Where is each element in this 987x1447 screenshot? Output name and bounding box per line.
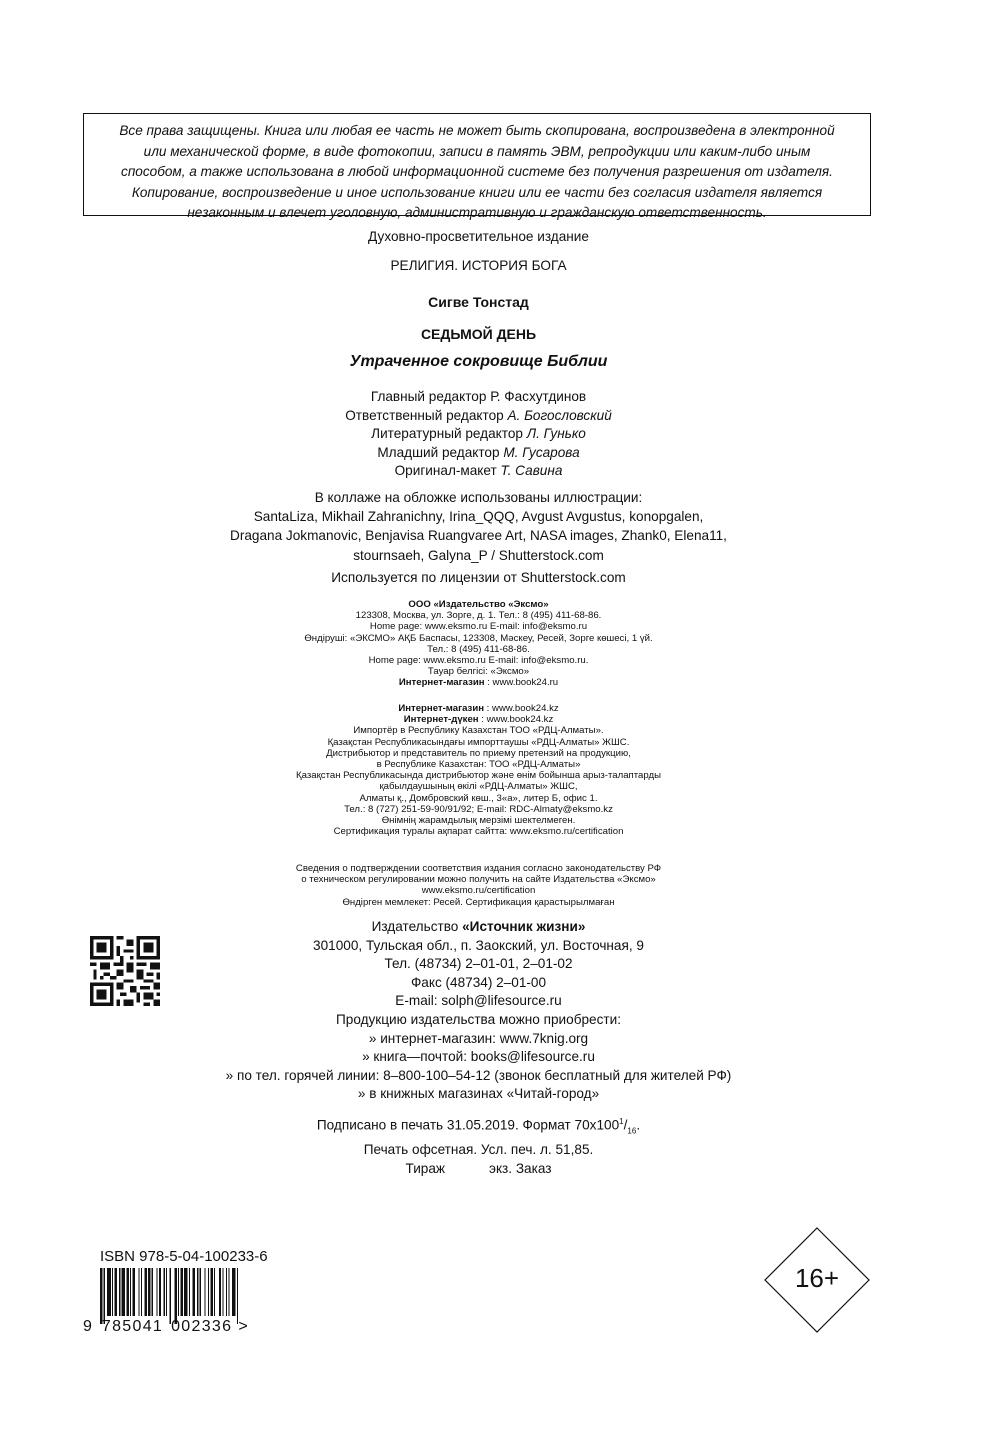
print-type: Печать офсетная. Усл. печ. л. 51,85.: [363, 1142, 594, 1158]
editor-line: Младший редактор М. Гусарова: [377, 444, 580, 460]
barcode-bar: [184, 1268, 188, 1316]
barcode-digits: [83, 1318, 248, 1336]
barcode-bar: [189, 1268, 190, 1316]
purchase-item: » в книжных магазинах «Читай-город»: [357, 1086, 600, 1102]
small-line: Өндірген мемлекет: Ресей. Сертификация қарастырылмаған: [342, 896, 615, 908]
small-line: в Республике Казахстан: ТОО «РДЦ-Алматы»: [376, 759, 581, 771]
small-line: Home page: www.eksmo.ru E-mail: info@eksmo.ru.: [368, 655, 589, 667]
small-line: Алматы қ., Домбровский көш., 3«а», литер Б, офис 1.: [359, 792, 598, 804]
editors-list: [0, 388, 957, 481]
barcode-bar: [100, 1268, 102, 1324]
notice-line: Копирование, воспроизведение и иное использование книги или ее части без согласия издателя является: [131, 184, 823, 200]
editor-line: Ответственный редактор А. Богословский: [345, 407, 612, 423]
barcode-bar: [104, 1268, 105, 1324]
barcode-trail: >: [238, 1318, 248, 1335]
editor-line: Оригинал-макет Т. Савина: [394, 463, 563, 479]
illustrations-credit: [0, 488, 957, 565]
barcode-lead-digit: 9: [83, 1318, 92, 1335]
publisher-name-line: Издательство «Источник жизни»: [371, 919, 586, 934]
barcode-left-digits: 785041: [101, 1318, 164, 1335]
small-line: Сведения о подтверждении соответствия издания согласно законодательству РФ: [295, 863, 662, 874]
barcode-bar: [126, 1268, 128, 1316]
signed-to-print: Подписано в печать 31.05.2019. Формат $70х100^1/_{16}$.: [316, 1117, 641, 1136]
small-line: о техническом регулировании можно получить на сайте Издательства «Эксмо»: [301, 874, 656, 886]
barcode-bar: [138, 1268, 139, 1316]
copyright-notice: [83, 113, 871, 221]
small-line: қабылдаушының өкілі «РДЦ-Алматы» ЖШС,: [379, 781, 578, 793]
small-line: Сертификация туралы ақпарат сайтта: www.eksmo.ru/certification: [333, 826, 624, 838]
barcode-bar: [144, 1268, 146, 1316]
notice-line: Все права защищены. Книга или любая ее часть не может быть скопирована, воспроизведена в электронной: [119, 123, 835, 138]
small-line: www.eksmo.ru/certification: [421, 885, 536, 897]
editor-line: Главный редактор Р. Фасхутдинов: [370, 389, 587, 404]
small-line: ООО «Издательство «Эксмо»: [408, 599, 549, 610]
barcode-bar: [228, 1268, 229, 1316]
small-line: Интернет-магазин : www.book24.ru: [398, 677, 559, 689]
lifesource-publisher: [0, 918, 957, 1104]
barcode-bar: [122, 1268, 126, 1316]
print-info: [0, 1112, 957, 1178]
barcode-bar: [148, 1268, 150, 1316]
credit-line: Dragana Jokmanovic, Benjavisa Ruangvaree Art, NASA images, Zhank0, Elena11,: [230, 528, 727, 544]
isbn-label: ISBN 978-5-04-100233-6: [100, 1248, 268, 1265]
barcode-bar: [159, 1268, 161, 1316]
barcode-bar: [119, 1268, 120, 1316]
barcode-bar: [226, 1268, 227, 1316]
age-rating-text: 16+: [794, 1263, 840, 1293]
run-order: Тираж экз. Заказ: [405, 1161, 552, 1177]
barcode-bar: [164, 1268, 165, 1316]
barcode-bar: [166, 1268, 167, 1316]
barcode-bar: [132, 1268, 134, 1316]
notice-line: способом, а также использована в любой информационной системе без получения разрешения от издателя.: [121, 164, 833, 180]
small-line: 123308, Москва, ул. Зорге, д. 1. Тел.: 8 (495) 411-68-86.: [355, 610, 602, 622]
notice-line: незаконным и влечет уголовную, административную и гражданскую ответственность.: [187, 205, 767, 221]
barcode-bar: [192, 1268, 194, 1316]
barcode-bar: [178, 1268, 179, 1316]
barcode-bar: [204, 1268, 205, 1316]
book-title: СЕДЬМОЙ ДЕНЬ: [420, 326, 537, 342]
series-title: РЕЛИГИЯ. ИСТОРИЯ БОГА: [390, 258, 567, 273]
barcode-bar: [180, 1268, 182, 1316]
edition-type: Духовно-просветительное издание: [368, 229, 589, 244]
small-line: Тел.: 8 (495) 411-68-86.: [427, 643, 530, 655]
purchase-item: » по тел. горячей линии: 8–800-100–54-12 (звонок бесплатный для жителей РФ): [225, 1067, 732, 1083]
barcode-bar: [170, 1268, 171, 1324]
editor-line: Литературный редактор Л. Гунько: [371, 426, 586, 442]
barcode-bar: [174, 1268, 176, 1324]
purchase-item: » интернет-магазин: www.7knig.org: [368, 1030, 589, 1046]
address-line: 301000, Тульская обл., п. Заокский, ул. Восточная, 9: [313, 937, 644, 953]
publisher-block-eksmo: [0, 599, 957, 689]
barcode-bar: [152, 1268, 153, 1316]
barcode: [100, 1268, 286, 1324]
credit-line: В коллаже на обложке использованы иллюстрации:: [314, 490, 643, 505]
barcode-bar: [197, 1268, 198, 1316]
barcode-bar: [237, 1268, 238, 1324]
author-name: Сигве Тонстад: [428, 294, 529, 310]
barcode-bar: [130, 1268, 131, 1316]
publisher-block-kazakhstan: [0, 703, 957, 837]
notice-line: или механической форме, в виде фотокопии, записи в память ЭВМ, репродукции или каким-либо иным: [143, 143, 811, 159]
barcode-right-digits: 002336: [171, 1318, 233, 1335]
barcode-bar: [107, 1268, 111, 1316]
small-line: Интернет-дүкен : www.book24.kz: [403, 714, 554, 726]
barcode-bar: [112, 1268, 113, 1316]
small-line: Өндіруші: «ЭКСМО» АҚБ Баспасы, 123308, Мәскеу, Ресей, Зорге көшесі, 1 үй.: [304, 632, 653, 644]
barcode-bar: [210, 1268, 212, 1316]
small-line: Home page: www.eksmo.ru E-mail: info@eksmo.ru: [369, 621, 588, 633]
barcode-bar: [141, 1268, 142, 1316]
purchase-item: » книга—почтой: books@lifesource.ru: [362, 1049, 595, 1065]
book-subtitle: Утраченное сокровище Библии: [349, 353, 608, 370]
purchase-heading: Продукцию издательства можно приобрести:: [335, 1011, 622, 1027]
small-line: Тауар белгісі: «Эксмо»: [427, 666, 530, 678]
small-line: Импортёр в Республику Казахстан ТОО «РДЦ-Алматы».: [353, 725, 604, 737]
phone-line: Тел. (48734) 2–01-01, 2–01-02: [384, 956, 573, 972]
small-line: Интернет-магазин : www.book24.kz: [398, 703, 559, 714]
small-line: Дистрибьютор и представитель по приему претензий на продукцию,: [326, 747, 631, 759]
small-line: Қазақстан Республикасындағы импорттаушы «РДЦ-Алматы» ЖШС.: [327, 736, 630, 748]
barcode-bar: [156, 1268, 157, 1316]
credit-line: stournsaeh, Galyna_P / Shutterstock.com: [353, 547, 604, 563]
barcode-bar: [214, 1268, 215, 1316]
barcode-bar: [200, 1268, 201, 1316]
email-line: E-mail: solph@lifesource.ru: [395, 993, 562, 1009]
barcode-bar: [232, 1268, 236, 1316]
barcode-bar: [222, 1268, 223, 1316]
credit-line: SantaLiza, Mikhail Zahranichny, Irina_QQQ, Avgust Avgustus, konopgalen,: [253, 509, 704, 525]
small-line: Өнімнің жарамдылық мерзімі шектелмеген.: [381, 815, 576, 827]
license-note: Используется по лицензии от Shutterstock.com: [331, 570, 626, 585]
small-line: Қазақстан Республикасында дистрибьютор және өнім бойынша арыз-талаптарды: [296, 770, 661, 782]
barcode-bar: [114, 1268, 116, 1316]
fax-line: Факс (48734) 2–01-00: [410, 974, 547, 990]
small-line: Тел.: 8 (727) 251-59-90/91/92; E-mail: RDC-Almaty@eksmo.kz: [344, 803, 613, 815]
barcode-bar: [219, 1268, 221, 1316]
certification-block: [0, 863, 957, 908]
barcode-bar: [208, 1268, 209, 1316]
